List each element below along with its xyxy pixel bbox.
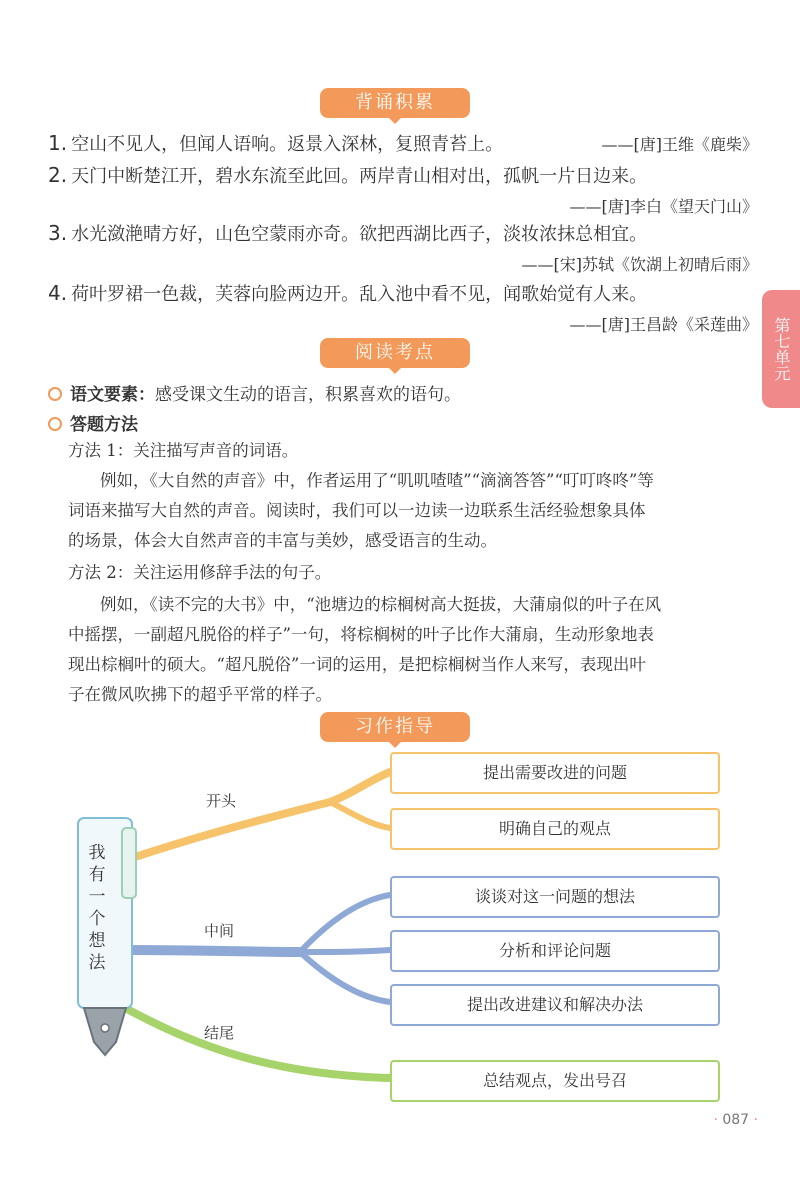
branch-middle-connector [300,950,390,952]
unit-tab: 第七单元 [762,290,800,408]
element-label: 语文要素： [70,385,155,405]
language-element [48,380,461,405]
mindmap-center: 我有一个想法 [88,843,106,973]
branch-top-connector [330,802,390,828]
method-title: 答题方法 [70,415,138,435]
branch-label-top: 开头 [206,792,237,810]
section-title: 阅读考点 [355,342,435,363]
poem-number: 2. [48,163,68,187]
poem-line [48,220,647,246]
poem-line [48,130,503,156]
mindmap-box: 谈谈对这一问题的想法 [390,876,720,918]
branch-top-connector [120,772,390,862]
method-2: 方法 2：关注运用修辞手法的句子。 [68,563,332,582]
pen-illustration [70,810,150,1060]
element-text: 感受课文生动的语言，积累喜欢的语句。 [155,385,461,405]
mindmap-box: 提出改进建议和解决办法 [390,984,720,1026]
poem-text: 空山不见人，但闻人语响。返景入深林，复照青苔上。 [71,134,504,155]
poem-text: 水光潋滟晴方好，山色空蒙雨亦奇。欲把西湖比西子，淡妆浓抹总相宜。 [71,224,648,245]
pen-nib-hole [101,1024,109,1032]
pen-clip [122,828,136,898]
poem-number: 3. [48,221,68,245]
section-banner-recite [320,88,470,118]
section-banner-reading [320,338,470,368]
method-1: 方法 1：关注描写声音的词语。 [68,441,299,460]
poem-source: ——[宋]苏轼《饮湖上初晴后雨》 [521,255,758,274]
poem-text: 天门中断楚江开，碧水东流至此回。两岸青山相对出，孤帆一片日边来。 [71,166,648,187]
example-line: 例如，《读不完的大书》中，“池塘边的棕榈树高大挺拔，大蒲扇似的叶子在风 [100,595,662,614]
example-line: 词语来描写大自然的声音。阅读时，我们可以一边读一边联系生活经验想象具体 [68,501,646,520]
branch-label-bottom: 结尾 [204,1024,235,1042]
section-title: 背诵积累 [355,92,435,113]
mindmap-box: 总结观点，发出号召 [390,1060,720,1102]
example-line: 子在微风吹拂下的超乎平常的样子。 [68,685,332,704]
poem-source: ——[唐]李白《望天门山》 [569,197,758,216]
branch-label-middle: 中间 [204,922,235,940]
poem-line [48,280,647,306]
poem-number: 4. [48,281,68,305]
branch-middle-connector [300,895,390,952]
method-heading [48,410,138,435]
example-line: 的场景，体会大自然声音的丰富与美妙，感受语言的生动。 [68,531,497,550]
page-number: · 087 · [713,1112,758,1128]
poem-line [48,162,647,188]
branch-middle-connector [300,952,390,1002]
bullet-icon [48,387,62,401]
poem-text: 荷叶罗裙一色裁，芙蓉向脸两边开。乱入池中看不见，闻歌始觉有人来。 [71,284,648,305]
example-line: 现出棕榈叶的硕大。“超凡脱俗”一词的运用，是把棕榈树当作人来写，表现出叶 [68,655,646,674]
bullet-icon [48,417,62,431]
branch-bottom-connector [120,1005,390,1078]
mindmap-box: 提出需要改进的问题 [390,752,720,794]
example-line: 中摇摆，一副超凡脱俗的样子”一句，将棕榈树的叶子比作大蒲扇，生动形象地表 [68,625,654,644]
example-line: 例如，《大自然的声音》中，作者运用了“叽叽喳喳”“滴滴答答”“叮叮咚咚”等 [100,471,654,490]
poem-source: ——[唐]王昌龄《采莲曲》 [569,315,758,334]
poem-number: 1. [48,131,68,155]
mindmap-box: 明确自己的观点 [390,808,720,850]
section-title: 习作指导 [355,716,435,737]
mindmap-box: 分析和评论问题 [390,930,720,972]
section-banner-writing [320,712,470,742]
poem-source: ——[唐]王维《鹿柴》 [601,135,758,154]
page-number-text: 087 [722,1112,750,1128]
